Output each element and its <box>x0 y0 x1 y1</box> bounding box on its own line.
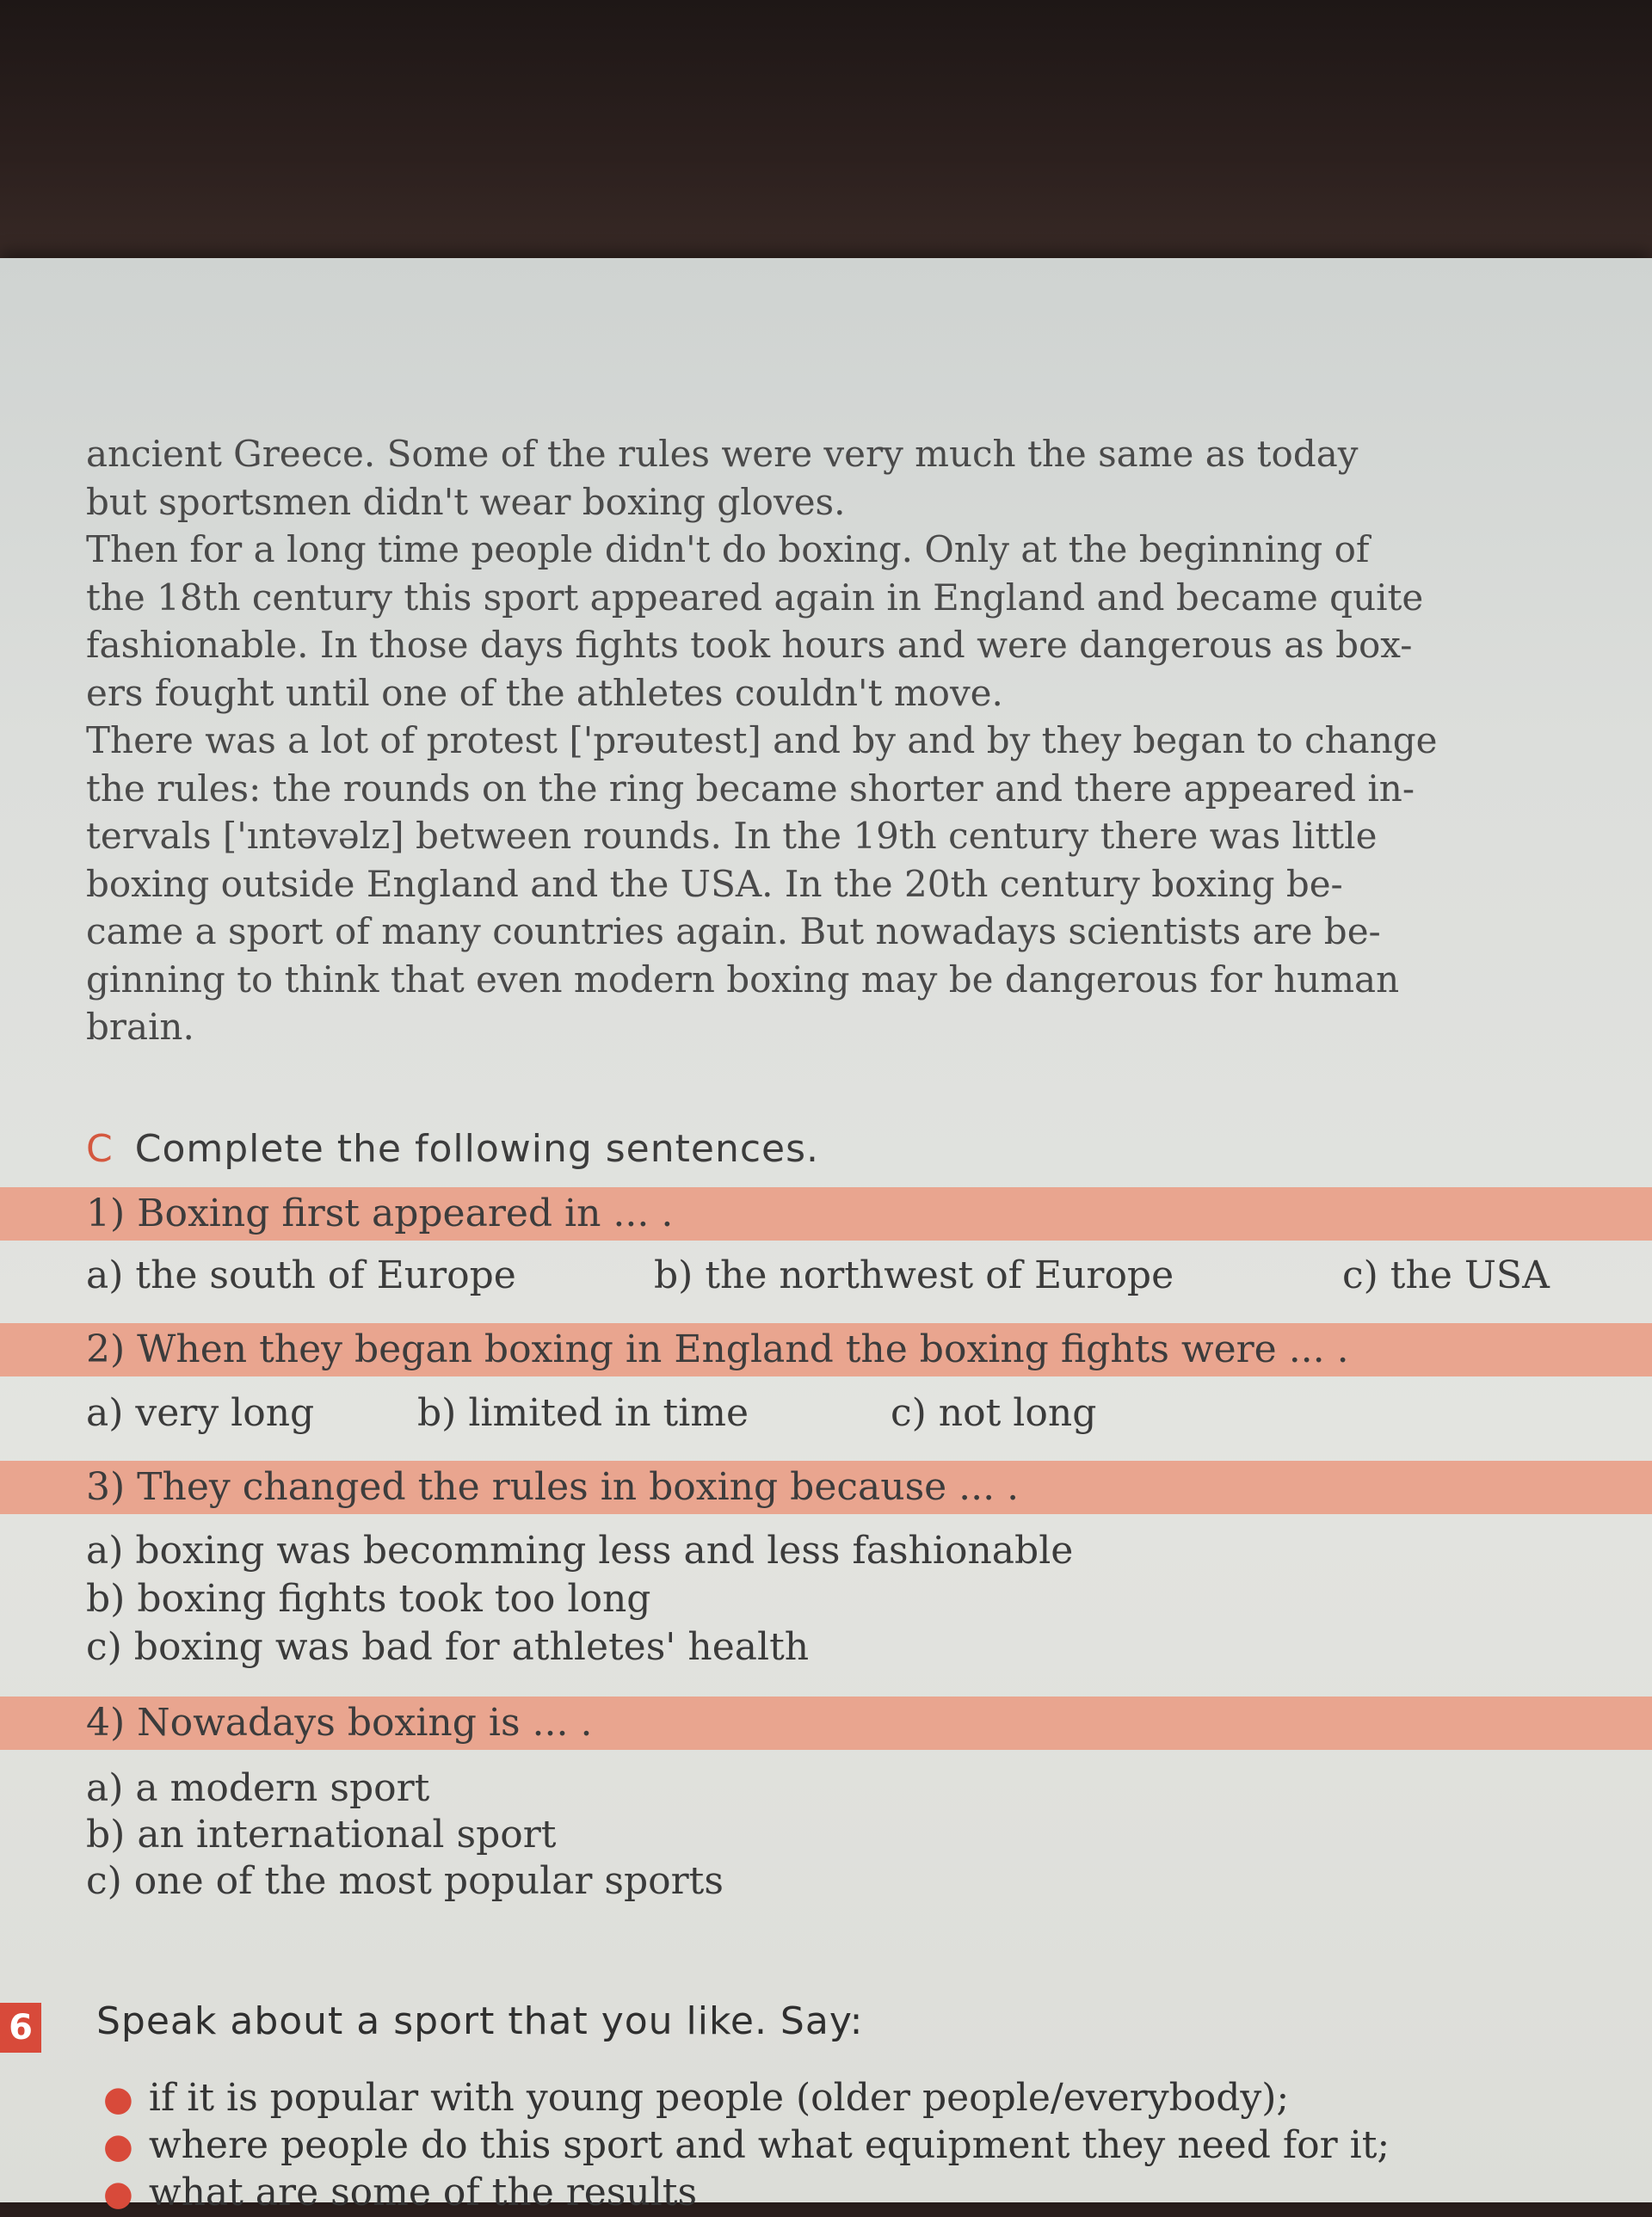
speaking-prompt: Speak about a sport that you like. Say: <box>96 1999 864 2043</box>
reading-passage <box>86 430 1635 1051</box>
list-item <box>103 2075 1390 2122</box>
exercise-letter: C <box>86 1127 114 1171</box>
list-item <box>103 2122 1390 2170</box>
bullet-icon: ● <box>103 2079 133 2119</box>
passage-line: fashionable. In those days fights took hours and were dangerous as box- <box>86 624 1413 666</box>
option-4a: a) a modern sport <box>86 1766 430 1810</box>
exercise-heading <box>86 1127 819 1171</box>
passage-line: the 18th century this sport appeared again in England and became quite <box>86 576 1424 619</box>
bullet-icon: ● <box>103 2174 133 2214</box>
list-item <box>103 2170 1390 2217</box>
passage-line: ancient Greece. Some of the rules were very much the same as today <box>86 433 1359 475</box>
option-1a: a) the south of Europe <box>86 1253 516 1297</box>
passage-line: brain. <box>86 1006 194 1048</box>
passage-line: Then for a long time people didn't do boxing. Only at the beginning of <box>86 528 1370 570</box>
bullet-text: if it is popular with young people (older people/everybody); <box>148 2076 1290 2120</box>
passage-line: but sportsmen didn't wear boxing gloves. <box>86 480 846 523</box>
passage-line: boxing outside England and the USA. In the 20th century boxing be- <box>86 862 1343 905</box>
passage-line: There was a lot of protest ['prəutest] and by and by they began to change <box>86 719 1438 761</box>
passage-line: the rules: the rounds on the ring became shorter and there appeared in- <box>86 767 1415 810</box>
option-2a: a) very long <box>86 1391 315 1435</box>
option-3c: c) boxing was bad for athletes' health <box>86 1625 810 1669</box>
passage-line: ginning to think that even modern boxing may be dangerous for human <box>86 958 1400 1001</box>
bullet-text: where people do this sport and what equipment they need for it; <box>148 2123 1390 2167</box>
option-4c: c) one of the most popular sports <box>86 1859 724 1903</box>
bullet-icon: ● <box>103 2127 133 2166</box>
option-1b: b) the northwest of Europe <box>654 1253 1174 1297</box>
textbook-page <box>0 258 1652 2214</box>
question-3: 3) They changed the rules in boxing because ... . <box>86 1465 1020 1509</box>
bullet-text: what are some of the results <box>148 2171 698 2214</box>
passage-line: came a sport of many countries again. But nowadays scientists are be- <box>86 910 1381 952</box>
speaking-bullet-list <box>103 2075 1390 2217</box>
passage-line: ers fought until one of the athletes couldn't move. <box>86 671 1003 714</box>
option-3b: b) boxing fights took too long <box>86 1577 651 1621</box>
question-4: 4) Nowadays boxing is ... . <box>86 1701 593 1745</box>
exercise-instruction: Complete the following sentences. <box>134 1127 820 1171</box>
passage-line: tervals ['ıntəvəlz] between rounds. In the 19th century there was little <box>86 815 1378 857</box>
option-4b: b) an international sport <box>86 1813 557 1857</box>
question-2: 2) When they began boxing in England the boxing fights were ... . <box>86 1327 1349 1371</box>
option-3a: a) boxing was becomming less and less fashionable <box>86 1529 1074 1573</box>
option-2c: c) not long <box>891 1391 1097 1435</box>
option-2b: b) limited in time <box>417 1391 749 1435</box>
section-number-badge: 6 <box>0 2003 41 2053</box>
option-1c: c) the USA <box>1342 1253 1550 1297</box>
background-surface <box>0 0 1652 284</box>
question-1: 1) Boxing first appeared in ... . <box>86 1192 674 1235</box>
